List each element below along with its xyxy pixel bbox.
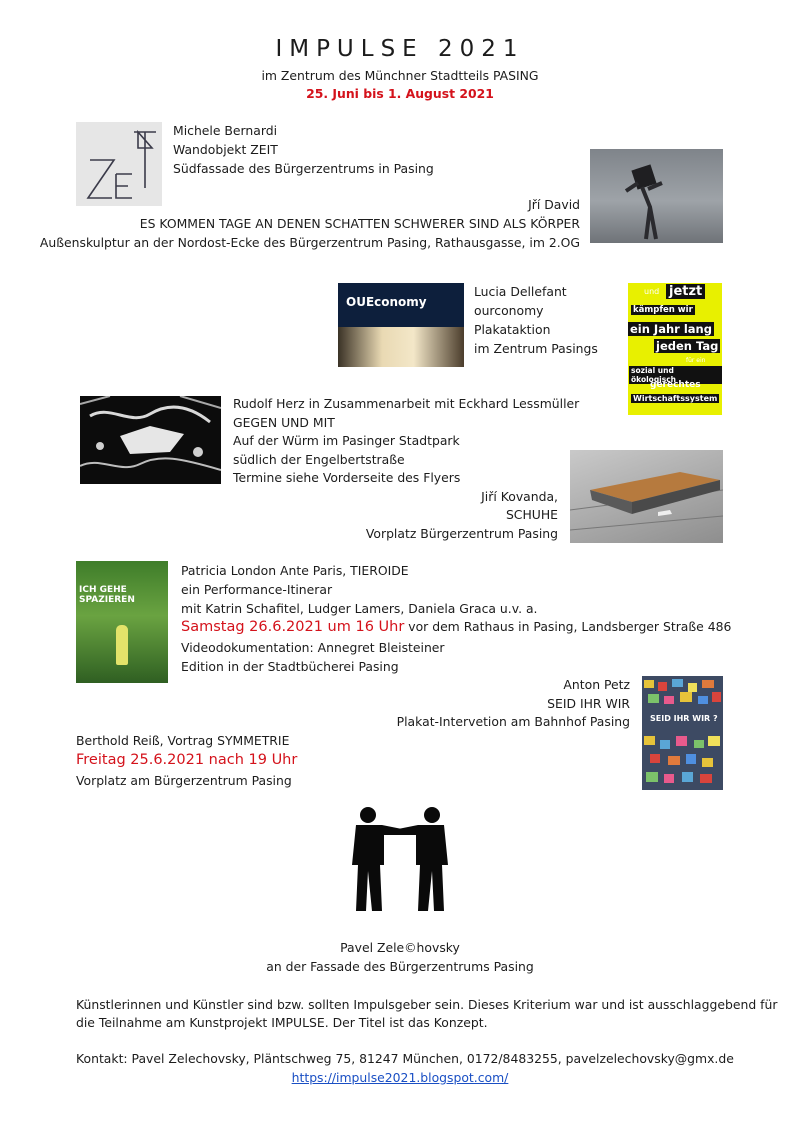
london-event-location: vor dem Rathaus in Pasing, Landsberger Straße 486 <box>404 619 732 634</box>
reiss-location: Vorplatz am Bürgerzentrum Pasing <box>76 773 292 788</box>
london-edition: Edition in der Stadtbücherei Pasing <box>181 659 399 674</box>
herz-location-detail: südlich der Engelbertstraße <box>233 452 405 467</box>
herz-work: GEGEN UND MIT <box>233 415 335 430</box>
event-dates: 25. Juni bis 1. August 2021 <box>306 86 494 101</box>
london-description: ein Performance-Itinerar <box>181 582 333 597</box>
dellefant-artist: Lucia Dellefant <box>474 284 567 299</box>
london-event <box>181 618 731 637</box>
kovanda-artist: Jiří Kovanda, <box>481 489 558 504</box>
herz-location: Auf der Würm im Pasinger Stadtpark <box>233 433 460 448</box>
dellefant-location: im Zentrum Pasings <box>474 341 598 356</box>
dellefant-poster: und jetzt kämpfen wir ein Jahr lang jeden Tag für ein sozial und ökologisch gerechtes Wirtschaftssystem <box>628 283 722 415</box>
kovanda-bench-photo <box>570 450 723 543</box>
london-video: Videodokumentation: Annegret Bleisteiner <box>181 640 445 655</box>
bernardi-artist: Michele Bernardi <box>173 123 278 138</box>
herz-river-photo <box>80 396 221 484</box>
statement-line-2: die Teilnahme am Kunstprojekt IMPULSE. Der Titel ist das Konzept. <box>76 1015 488 1030</box>
london-event-date: Samstag 26.6.2021 um 16 Uhr <box>181 619 405 635</box>
kovanda-location: Vorplatz Bürgerzentrum Pasing <box>365 526 558 541</box>
zelechovsky-location: an der Fassade des Bürgerzentrums Pasing <box>266 959 534 974</box>
zelechovsky-silhouette-image <box>344 805 456 913</box>
reiss-event-date: Freitag 25.6.2021 nach 19 Uhr <box>76 752 298 768</box>
london-cover-image <box>76 561 168 683</box>
herz-artist: Rudolf Herz in Zusammenarbeit mit Eckhard Lessmüller <box>233 396 580 411</box>
bernardi-location: Südfassade des Bürgerzentrums in Pasing <box>173 161 434 176</box>
blog-link[interactable]: https://impulse2021.blogspot.com/ <box>291 1070 509 1085</box>
petz-location: Plakat-Intervetion am Bahnhof Pasing <box>396 714 630 729</box>
page-subtitle: im Zentrum des Münchner Stadtteils PASING <box>261 68 539 83</box>
petz-artist: Anton Petz <box>563 677 630 692</box>
blog-link-container <box>0 1069 800 1088</box>
david-artist: Jří David <box>528 197 580 212</box>
contact-info: Kontakt: Pavel Zelechovsky, Pläntschweg 75, 81247 München, 0172/8483255, pavelzelechovsky@gmx.de <box>76 1051 734 1066</box>
bernardi-work: Wandobjekt ZEIT <box>173 142 278 157</box>
petz-work: SEID IHR WIR <box>547 696 630 711</box>
london-cover-text: ICH GEHE SPAZIEREN <box>79 585 135 605</box>
london-participants: mit Katrin Schafitel, Ludger Lamers, Daniela Graca u.v. a. <box>181 601 538 616</box>
dellefant-work: ourconomy <box>474 303 544 318</box>
petz-poster-image <box>642 676 723 790</box>
david-sculpture-image <box>590 149 723 243</box>
ourconomy-sign-text: OUEconomy <box>346 295 427 309</box>
zelechovsky-artist: Pavel Zele©hovsky <box>340 940 460 955</box>
herz-dates-note: Termine siehe Vorderseite des Flyers <box>233 470 461 485</box>
page-title: IMPULSE 2021 <box>275 36 525 62</box>
reiss-artist: Berthold Reiß, Vortrag SYMMETRIE <box>76 733 290 748</box>
london-artist: Patricia London Ante Paris, TIEROIDE <box>181 563 409 578</box>
petz-poster-text: SEID IHR WIR ? <box>650 714 718 723</box>
ourconomy-sign-photo <box>338 283 464 367</box>
statement-line-1: Künstlerinnen und Künstler sind bzw. sollten Impulsgeber sein. Dieses Kriterium war und ist ausschlaggebend für <box>76 997 778 1012</box>
dellefant-medium: Plakataktion <box>474 322 551 337</box>
david-location: Außenskulptur an der Nordost-Ecke des Bürgerzentrum Pasing, Rathausgasse, im 2.OG <box>39 235 580 250</box>
zeit-wall-object-image <box>76 122 162 206</box>
kovanda-work: SCHUHE <box>505 507 558 522</box>
david-work: ES KOMMEN TAGE AN DENEN SCHATTEN SCHWERER SIND ALS KÖRPER <box>139 216 580 231</box>
